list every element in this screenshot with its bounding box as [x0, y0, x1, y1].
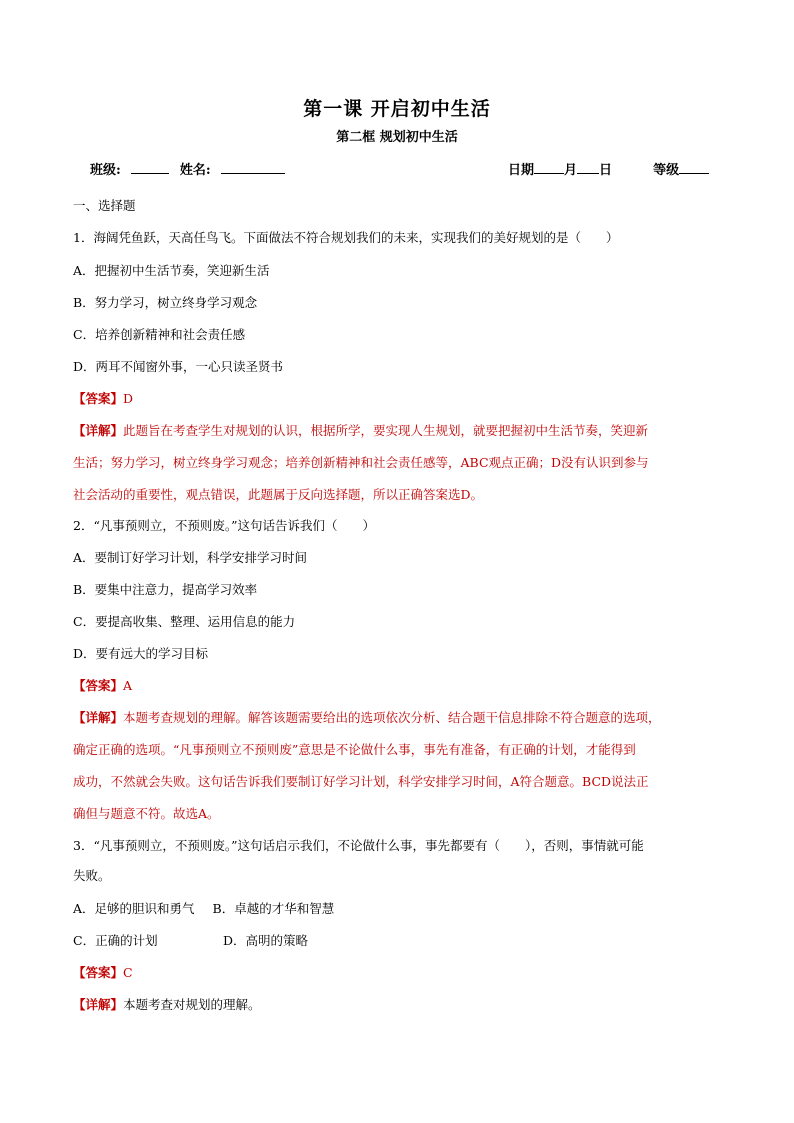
class-name-row	[90, 159, 285, 178]
q3-stem-line-2: 失败。	[73, 868, 111, 883]
explain-text: 此题旨在考查学生对规划的认识，根据所学，要实现人生规划，就要把握初中生活节奏，笑迎新	[123, 423, 649, 438]
q1-option-d: D．两耳不闻窗外事，一心只读圣贤书	[73, 359, 284, 374]
q2-option-d: D．要有远大的学习目标	[73, 646, 209, 661]
class-blank[interactable]	[131, 161, 169, 174]
q1-option-c: C．培养创新精神和社会责任感	[73, 327, 246, 342]
q2-stem: 2．“凡事预则立，不预则废。”这句话告诉我们（ ）	[73, 518, 375, 533]
explain-tag: 【详解】	[73, 710, 124, 725]
answer-value: A	[123, 678, 133, 693]
q1-option-b: B．努力学习，树立终身学习观念	[73, 295, 258, 310]
q1-stem: 1．海阔凭鱼跃，天高任鸟飞。下面做法不符合规划我们的未来，实现我们的美好规划的是（ ）	[73, 230, 619, 245]
grade-blank[interactable]	[679, 161, 709, 174]
answer-tag: 【答案】	[73, 391, 124, 406]
name-blank[interactable]	[221, 161, 285, 174]
day-blank[interactable]	[577, 161, 599, 174]
q3-options-row-1	[73, 899, 334, 917]
explain-text: 本题考查对规划的理解。	[123, 997, 261, 1012]
q2-explain-line-4: 确但与题意不符。故选A。	[73, 806, 220, 821]
month-label: 月	[564, 163, 578, 178]
q2-option-b: B．要集中注意力，提高学习效率	[73, 582, 258, 597]
explain-tag: 【详解】	[73, 997, 124, 1012]
q2-explain-line-2: 确定正确的选项。“凡事预则立不预则废”意思是不论做什么事，事先有准备，有正确的计划，才能得到	[73, 742, 636, 757]
explain-tag: 【详解】	[73, 423, 124, 438]
q3-option-c: C．正确的计划	[73, 933, 158, 948]
q3-options-row-2	[73, 931, 308, 949]
q2-answer	[73, 676, 132, 694]
class-label: 班级:	[90, 163, 121, 178]
lesson-subtitle: 第二框 规划初中生活	[336, 130, 458, 145]
q3-answer	[73, 963, 133, 981]
q3-stem-line-1: 3．“凡事预则立，不预则废。”这句话启示我们，不论做什么事，事先都要有（ ），否则，事情就可能	[73, 838, 644, 853]
explain-text: 本题考查规划的理解。解答该题需要给出的选项依次分析、结合题干信息排除不符合题意的选项，	[123, 710, 661, 725]
month-blank[interactable]	[534, 161, 564, 174]
answer-value: C	[123, 965, 133, 980]
q2-option-c: C．要提高收集、整理、运用信息的能力	[73, 614, 296, 629]
q3-option-b: B．卓越的才华和智慧	[212, 901, 335, 916]
q3-explain	[73, 995, 261, 1013]
q1-option-a: A．把握初中生活节奏，笑迎新生活	[73, 263, 270, 278]
date-grade-row	[508, 159, 709, 178]
answer-tag: 【答案】	[73, 678, 124, 693]
name-label: 姓名:	[179, 163, 211, 178]
q1-explain-line-2: 生活；努力学习，树立终身学习观念；培养创新精神和社会责任感等，ABC观点正确；D没有认识到参与	[73, 455, 649, 470]
q2-option-a: A．要制订好学习计划，科学安排学习时间	[73, 550, 308, 565]
lesson-title: 第一课 开启初中生活	[303, 98, 491, 120]
q3-option-a: A．足够的胆识和勇气	[73, 901, 195, 916]
day-label: 日	[599, 163, 613, 178]
q1-explain-line-3: 社会活动的重要性，观点错误，此题属于反向选择题，所以正确答案选D。	[73, 487, 484, 502]
section-heading: 一、选择题	[73, 198, 136, 213]
answer-value: D	[123, 391, 134, 406]
date-label: 日期	[508, 163, 535, 178]
answer-tag: 【答案】	[73, 965, 124, 980]
q2-explain-line-1	[73, 708, 661, 726]
q3-option-d: D．高明的策略	[223, 933, 309, 948]
grade-label: 等级	[653, 163, 680, 178]
q2-explain-line-3: 成功，不然就会失败。这句话告诉我们要制订好学习计划，科学安排学习时间，A符合题意。BCD说法正	[73, 774, 649, 789]
q1-explain-line-1	[73, 421, 648, 439]
q1-answer	[73, 389, 133, 407]
